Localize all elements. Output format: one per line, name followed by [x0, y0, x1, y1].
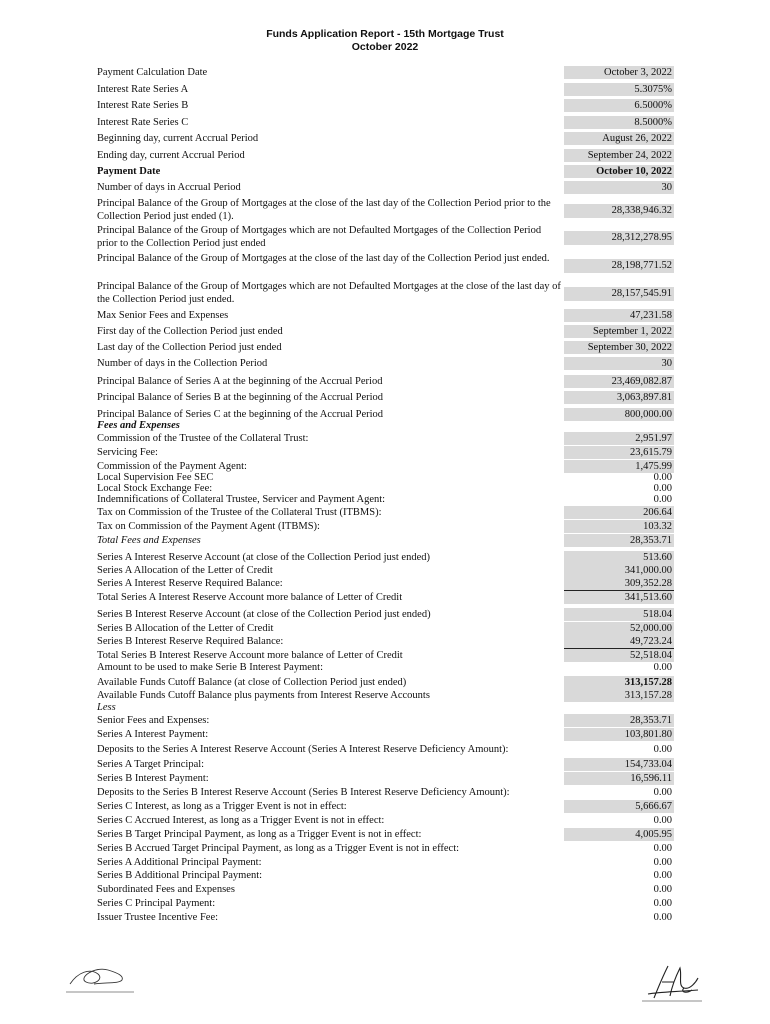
row-value: 154,733.04	[564, 758, 674, 771]
row-value: 49,723.24	[564, 635, 674, 649]
row-label: Total Fees and Expenses	[97, 535, 201, 546]
row-label: Series B Target Principal Payment, as long as a Trigger Event is not in effect:	[97, 829, 422, 840]
row-value: 0.00	[653, 744, 672, 755]
row-value: 52,518.04	[564, 649, 674, 662]
row-value: September 24, 2022	[564, 149, 674, 162]
row-label: Senior Fees and Expenses:	[97, 715, 210, 726]
row-value: 309,352.28	[564, 577, 674, 591]
row-value: 513.60	[564, 551, 674, 564]
row-value: 0.00	[653, 870, 672, 881]
row-value: August 26, 2022	[564, 132, 674, 145]
row-label: Series B Interest Reserve Required Balance:	[97, 636, 284, 647]
row-label: Series C Accrued Interest, as long as a Trigger Event is not in effect:	[97, 815, 385, 826]
row-label: Available Funds Cutoff Balance plus payments from Interest Reserve Accounts	[97, 690, 430, 701]
row-value: 28,198,771.52	[564, 259, 674, 273]
row-value: 800,000.00	[564, 408, 674, 421]
row-label: Series A Interest Reserve Required Balance:	[97, 578, 283, 589]
row-label: Principal Balance of the Group of Mortgages which are not Defaulted Mortgages of the Collection Period prior to the Collection Period just ended	[97, 225, 542, 249]
row-label: Local Stock Exchange Fee:	[97, 483, 213, 494]
row-value: 30	[564, 357, 674, 370]
row-label: Interest Rate Series C	[97, 117, 189, 128]
row-label: Series B Allocation of the Letter of Credit	[97, 623, 274, 634]
row-label: Issuer Trustee Incentive Fee:	[97, 912, 219, 923]
row-label: Series B Accrued Target Principal Payment, as long as a Trigger Event is not in effect:	[97, 843, 460, 854]
row-label: Tax on Commission of the Payment Agent (ITBMS):	[97, 521, 320, 532]
row-label: Beginning day, current Accrual Period	[97, 133, 259, 144]
row-value: October 10, 2022	[564, 165, 674, 178]
row-value: 0.00	[653, 898, 672, 909]
row-label: Ending day, current Accrual Period	[97, 150, 245, 161]
row-value: 0.00	[653, 843, 672, 854]
row-label: Indemnifications of Collateral Trustee, Servicer and Payment Agent:	[97, 494, 386, 505]
row-label: Series B Interest Payment:	[97, 773, 209, 784]
row-label: Principal Balance of the Group of Mortgages at the close of the last day of the Collection Period just ended.	[97, 253, 550, 264]
row-value: 0.00	[653, 815, 672, 826]
row-value: 6.5000%	[564, 99, 674, 112]
row-value: 23,469,082.87	[564, 375, 674, 388]
row-value: 1,475.99	[564, 460, 674, 473]
row-label: Commission of the Trustee of the Collateral Trust:	[97, 433, 309, 444]
row-value: 341,000.00	[564, 564, 674, 577]
row-label: Number of days in Accrual Period	[97, 182, 241, 193]
row-value: 28,338,946.32	[564, 204, 674, 218]
row-label: Commission of the Payment Agent:	[97, 461, 247, 472]
row-label: Series A Interest Reserve Account (at close of the Collection Period just ended)	[97, 552, 430, 563]
row-value: 0.00	[653, 472, 672, 483]
row-value: 28,157,545.91	[564, 287, 674, 301]
report-subtitle: October 2022	[351, 41, 419, 53]
row-label: Principal Balance of the Group of Mortgages which are not Defaulted Mortgages at the close of the last day of the Collection Period just ended.	[97, 281, 561, 305]
row-label: Last day of the Collection Period just ended	[97, 342, 282, 353]
row-value: 103.32	[564, 520, 674, 533]
row-label: Series C Principal Payment:	[97, 898, 216, 909]
row-label: Tax on Commission of the Trustee of the Collateral Trust (ITBMS):	[97, 507, 382, 518]
row-value: 8.5000%	[564, 116, 674, 129]
row-label: Interest Rate Series B	[97, 100, 189, 111]
row-value: 23,615.79	[564, 446, 674, 459]
row-value: September 30, 2022	[564, 341, 674, 354]
row-label: Principal Balance of Series C at the beginning of the Accrual Period	[97, 409, 384, 420]
signature-left	[64, 962, 136, 996]
row-value: 0.00	[653, 483, 672, 494]
row-label: Interest Rate Series A	[97, 84, 189, 95]
row-label: Payment Date	[97, 166, 161, 177]
row-label: Series B Interest Reserve Account (at close of the Collection Period just ended)	[97, 609, 431, 620]
row-value: 206.64	[564, 506, 674, 519]
row-value: 28,312,278.95	[564, 231, 674, 245]
row-value: 2,951.97	[564, 432, 674, 445]
row-value: 0.00	[653, 884, 672, 895]
row-value: 3,063,897.81	[564, 391, 674, 404]
row-value: 47,231.58	[564, 309, 674, 322]
row-value: 0.00	[653, 494, 672, 505]
row-value: 4,005.95	[564, 828, 674, 841]
row-value: 52,000.00	[564, 622, 674, 635]
row-label: Number of days in the Collection Period	[97, 358, 268, 369]
row-value: 518.04	[564, 608, 674, 621]
row-value: 5.3075%	[564, 83, 674, 96]
row-label: Series C Interest, as long as a Trigger Event is not in effect:	[97, 801, 347, 812]
row-label: Principal Balance of Series A at the beginning of the Accrual Period	[97, 376, 383, 387]
row-value: 0.00	[653, 857, 672, 868]
row-label: Series A Target Principal:	[97, 759, 205, 770]
row-value: 103,801.80	[564, 728, 674, 741]
row-value: 5,666.67	[564, 800, 674, 813]
row-label: Series B Additional Principal Payment:	[97, 870, 263, 881]
row-label: Local Supervision Fee SEC	[97, 472, 214, 483]
row-label: Series A Additional Principal Payment:	[97, 857, 262, 868]
row-label: Deposits to the Series B Interest Reserve Account (Series B Interest Reserve Deficiency Amount):	[97, 787, 510, 798]
row-value: 30	[564, 181, 674, 194]
row-value: 0.00	[653, 787, 672, 798]
row-label: Principal Balance of Series B at the beginning of the Accrual Period	[97, 392, 384, 403]
row-label: Series A Interest Payment:	[97, 729, 209, 740]
row-label: Less	[97, 702, 116, 713]
row-label: Series A Allocation of the Letter of Credit	[97, 565, 273, 576]
row-label: Total Series A Interest Reserve Account more balance of Letter of Credit	[97, 592, 403, 603]
signature-right	[640, 962, 704, 1004]
row-value: September 1, 2022	[564, 325, 674, 338]
row-value: 16,596.11	[564, 772, 674, 785]
row-value: 28,353.71	[564, 714, 674, 727]
row-label: First day of the Collection Period just ended	[97, 326, 283, 337]
row-value: 313,157.28	[564, 676, 674, 690]
row-label: Principal Balance of the Group of Mortgages at the close of the last day of the Collection Period prior to the Collection Period just ended (1).	[97, 198, 551, 222]
row-value: 0.00	[653, 662, 672, 673]
row-label: Max Senior Fees and Expenses	[97, 310, 229, 321]
row-value: October 3, 2022	[564, 66, 674, 79]
row-label: Total Series B Interest Reserve Account more balance of Letter of Credit	[97, 650, 403, 661]
row-label: Payment Calculation Date	[97, 67, 208, 78]
report-title: Funds Application Report - 15th Mortgage Trust	[266, 28, 504, 40]
row-label: Deposits to the Series A Interest Reserve Account (Series A Interest Reserve Deficiency Amount):	[97, 744, 509, 755]
row-label: Fees and Expenses	[97, 420, 180, 431]
row-value: 313,157.28	[564, 689, 674, 702]
row-label: Amount to be used to make Serie B Interest Payment:	[97, 662, 323, 673]
row-label: Servicing Fee:	[97, 447, 158, 458]
row-value: 28,353.71	[564, 534, 674, 547]
row-label: Subordinated Fees and Expenses	[97, 884, 235, 895]
row-label: Available Funds Cutoff Balance (at close of Collection Period just ended)	[97, 677, 407, 688]
row-value: 341,513.60	[564, 591, 674, 604]
row-value: 0.00	[653, 912, 672, 923]
